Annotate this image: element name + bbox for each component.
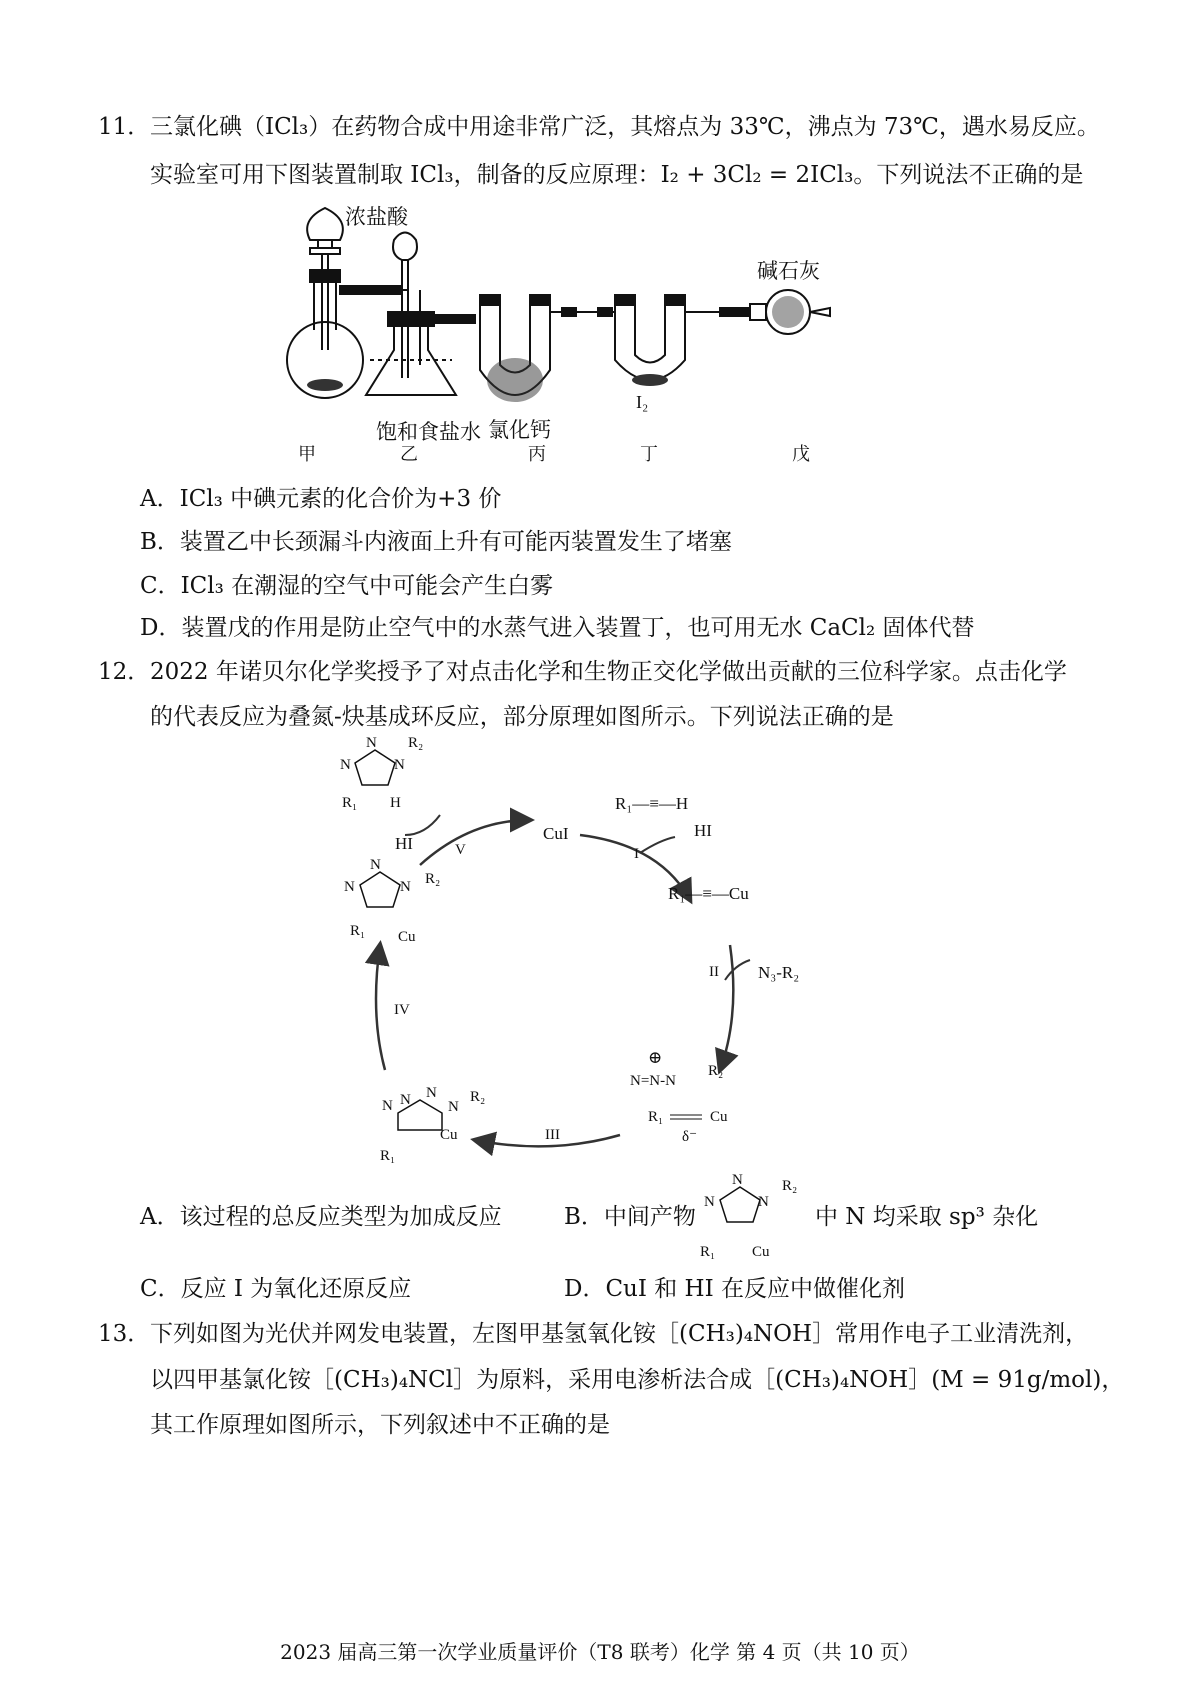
cycle-cu-acetylide: R₁—≡—Cu [668,884,749,903]
svg-text:N: N [394,757,405,773]
svg-text:Cu: Cu [440,1127,458,1143]
svg-text:R₂: R₂ [470,1089,486,1105]
cycle-step-4: IV [394,1002,410,1018]
svg-text:N: N [344,879,355,895]
svg-text:R₁: R₁ [350,923,366,939]
q12-option-b-prefix: B．中间产物 [564,1204,696,1230]
label-iodine: I₂ [636,392,649,412]
unit-bing: 丙 [528,444,546,465]
svg-text:N: N [382,1098,393,1114]
label-saturated-brine: 饱和食盐水 [376,420,481,444]
svg-text:N: N [400,1092,411,1108]
svg-text:N: N [340,757,351,773]
svg-text:Cu: Cu [398,929,416,945]
cycle-step-2: II [709,964,719,980]
q11-option-c: C．ICl₃ 在潮湿的空气中可能会产生白雾 [140,573,554,599]
svg-text:N: N [370,857,381,873]
svg-text:Cu: Cu [710,1109,728,1125]
svg-text:R₁: R₁ [700,1244,716,1260]
svg-text:R₂: R₂ [425,871,441,887]
svg-text:⊕: ⊕ [648,1048,663,1067]
page-footer: 2023 届高三第一次学业质量评价（T8 联考）化学 第 4 页（共 10 页） [280,1640,920,1664]
label-calcium-chloride: 氯化钙 [488,418,551,442]
cycle-step-5: V [455,842,466,858]
cycle-hi-in: HI [395,834,413,853]
q11-option-a: A．ICl₃ 中碘元素的化合价为+3 价 [140,486,502,512]
svg-text:R₂: R₂ [782,1178,798,1194]
q12-option-c: C．反应 I 为氧化还原反应 [140,1276,412,1302]
svg-text:N: N [400,879,411,895]
unit-ding: 丁 [640,444,658,465]
label-soda-lime: 碱石灰 [757,259,820,283]
svg-text:N: N [448,1099,459,1115]
apparatus-diagram [280,200,920,500]
q13-line3: 其工作原理如图所示，下列叙述中不正确的是 [150,1412,610,1438]
q12-option-d: D．CuI 和 HI 在反应中做催化剂 [564,1276,906,1302]
q11-option-d: D．装置戊的作用是防止空气中的水蒸气进入装置丁，也可用无水 CaCl₂ 固体代替 [140,615,975,641]
cycle-cui: CuI [543,824,569,843]
svg-text:R₁: R₁ [342,795,358,811]
q13-number: 13． [98,1321,151,1347]
cycle-step-3: III [545,1127,560,1143]
q12-number: 12． [98,659,151,685]
q11-line1: 三氯化碘（ICl₃）在药物合成中用途非常广泛，其熔点为 33℃，沸点为 73℃，遇水易反应。 [150,114,1100,140]
svg-text:R₁: R₁ [648,1109,664,1125]
svg-text:N: N [366,735,377,751]
svg-text:N: N [758,1194,769,1210]
svg-text:N=N-N: N=N-N [630,1073,676,1089]
svg-text:R₁: R₁ [380,1148,396,1164]
label-conc-hcl: 浓盐酸 [345,205,408,229]
q11-line2: 实验室可用下图装置制取 ICl₃，制备的反应原理：I₂ + 3Cl₂ = 2ICl₃。下列说法不正确的是 [150,162,1084,188]
svg-text:N: N [704,1194,715,1210]
q13-line1: 下列如图为光伏并网发电装置，左图甲基氢氧化铵［(CH₃)₄NOH］常用作电子工业清洗剂， [150,1321,1089,1347]
unit-yi: 乙 [400,444,418,465]
q12-option-a: A．该过程的总反应类型为加成反应 [140,1204,502,1230]
q11-option-b: B．装置乙中长颈漏斗内液面上升有可能丙装置发生了堵塞 [140,529,732,555]
cycle-hi-out: HI [694,821,712,840]
svg-text:δ⁻: δ⁻ [682,1129,697,1145]
cycle-step-1: I [634,846,639,862]
svg-text:N: N [426,1085,437,1101]
svg-text:N: N [732,1172,743,1188]
q13-line2: 以四甲基氯化铵［(CH₃)₄NCl］为原料，采用电渗析法合成［(CH₃)₄NOH］(M = 91g/mol)， [150,1367,1125,1393]
q11-number: 11． [98,114,151,140]
svg-text:R₂: R₂ [408,735,424,751]
q12-line1: 2022 年诺贝尔化学奖授予了对点击化学和生物正交化学做出贡献的三位科学家。点击化学 [150,659,1067,685]
svg-text:Cu: Cu [752,1244,770,1260]
unit-wu: 戊 [792,444,810,465]
cycle-azide: N₃-R₂ [758,963,800,982]
svg-text:H: H [390,795,401,811]
option-b-triazole [690,1170,810,1260]
q12-option-b-suffix: 中 N 均采取 sp³ 杂化 [815,1204,1039,1230]
svg-text:R₂: R₂ [708,1063,724,1079]
q12-line2: 的代表反应为叠氮-炔基成环反应，部分原理如图所示。下列说法正确的是 [150,704,894,730]
cycle-alkyne: R₁—≡—H [615,794,689,813]
unit-jia: 甲 [298,444,316,465]
